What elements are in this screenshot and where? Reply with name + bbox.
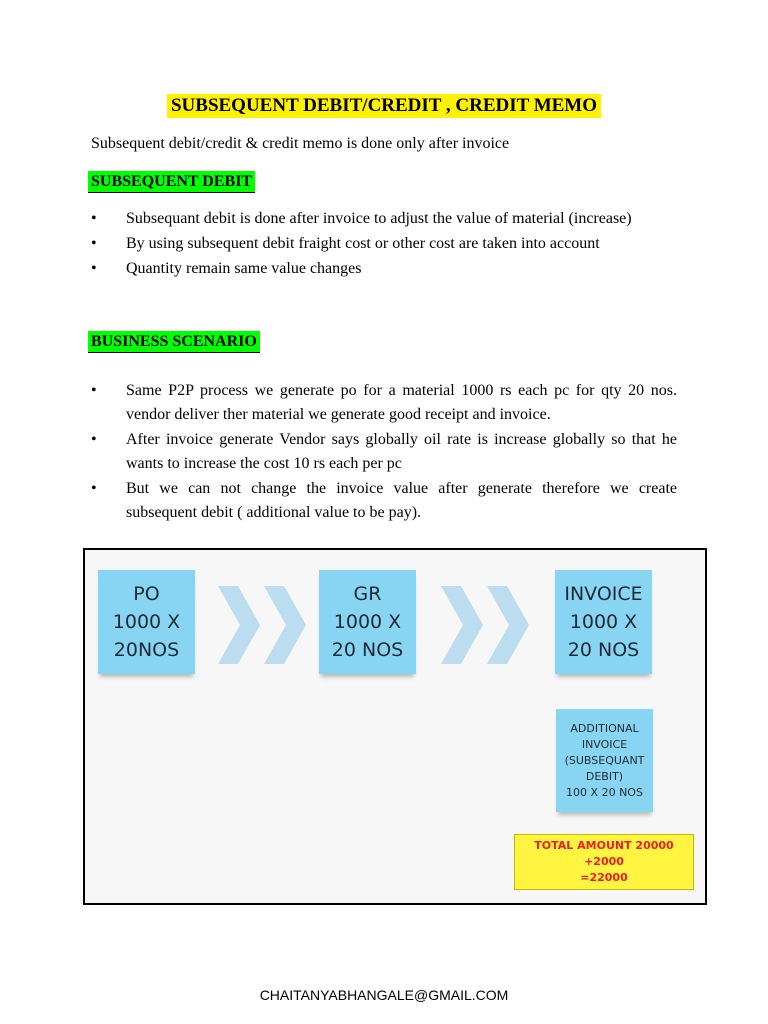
- footer-email: CHAITANYABHANGALE@GMAIL.COM: [259, 987, 509, 1003]
- list-item: [91, 232, 677, 256]
- bullet-icon: •: [91, 431, 97, 448]
- note-line: 1000 X: [112, 611, 181, 633]
- intro-text: Subsequent debit/credit & credit memo is done only after invoice: [91, 135, 510, 152]
- note-line: 100 X 20 NOS: [566, 785, 643, 799]
- note-line: 20 NOS: [567, 639, 640, 661]
- total-line: TOTAL AMOUNT 20000 +2000: [534, 839, 674, 868]
- note-line: PO: [133, 583, 160, 605]
- note-line: 1000 X: [333, 611, 402, 633]
- note-line: 20 NOS: [331, 639, 404, 661]
- bullet-list-subsequent-debit: [91, 207, 677, 282]
- sticky-note-po: [98, 570, 195, 674]
- list-item-text: Subsequant debit is done after invoice to adjust the value of material (increase): [126, 210, 632, 227]
- note-line: INVOICE: [581, 737, 628, 751]
- note-line: (SUBSEQUANT: [564, 753, 645, 767]
- section-heading-business-scenario: BUSINESS SCENARIO: [88, 331, 260, 353]
- note-line: 1000 X: [569, 611, 638, 633]
- chevron-right-icon: [441, 586, 531, 664]
- list-item: [91, 207, 677, 231]
- sticky-note-invoice: [555, 570, 652, 674]
- total-line: =22000: [580, 871, 628, 884]
- note-line: GR: [353, 583, 382, 605]
- list-item-text: Quantity remain same value changes: [126, 260, 362, 277]
- list-item-text: But we can not change the invoice value after generate therefore we create subsequent debit ( additional value to be pay).: [126, 480, 677, 521]
- page-title: SUBSEQUENT DEBIT/CREDIT , CREDIT MEMO: [167, 94, 601, 118]
- chevron-right-icon: [218, 586, 308, 664]
- total-amount-box: [514, 834, 694, 890]
- list-item: [91, 379, 677, 427]
- list-item: [91, 428, 677, 476]
- list-item: [91, 477, 677, 525]
- list-item-text: After invoice generate Vendor says globally oil rate is increase globally so that he wants to increase the cost 10 rs each per pc: [126, 431, 677, 472]
- note-line: 20NOS: [113, 639, 180, 661]
- bullet-list-business-scenario: [91, 379, 677, 526]
- bullet-icon: •: [91, 235, 97, 252]
- bullet-icon: •: [91, 210, 97, 227]
- note-line: ADDITIONAL: [570, 721, 639, 735]
- note-line: DEBIT): [585, 769, 624, 783]
- process-diagram: [83, 548, 707, 905]
- section-heading-subsequent-debit: SUBSEQUENT DEBIT: [88, 171, 255, 193]
- title-wrap: [0, 94, 768, 118]
- bullet-icon: •: [91, 260, 97, 277]
- sticky-note-gr: [319, 570, 416, 674]
- bullet-icon: •: [91, 382, 97, 399]
- sticky-note-additional-invoice: [556, 709, 653, 812]
- bullet-icon: •: [91, 480, 97, 497]
- note-line: INVOICE: [564, 583, 643, 605]
- list-item-text: Same P2P process we generate po for a material 1000 rs each pc for qty 20 nos. vendor deliver ther material we generate good receipt and invoice.: [126, 382, 677, 423]
- list-item-text: By using subsequent debit fraight cost or other cost are taken into account: [126, 235, 600, 252]
- list-item: [91, 257, 677, 281]
